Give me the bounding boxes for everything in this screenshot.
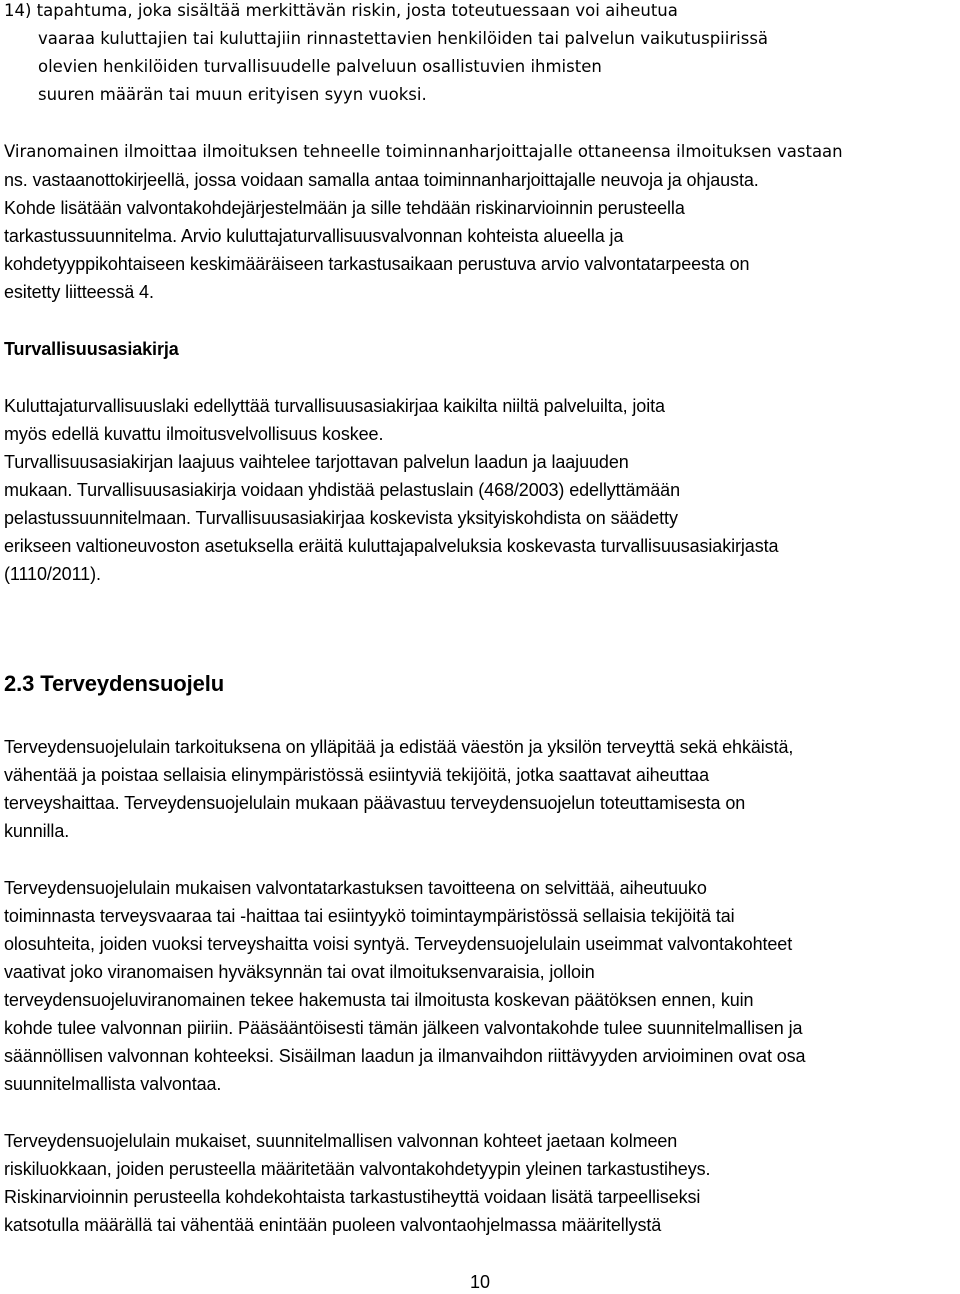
paragraph-1-line-3: Kohde lisätään valvontakohdejärjestelmään ja sille tehdään riskinarvioinnin perusteella	[4, 198, 685, 218]
paragraph-2-line-2: myös edellä kuvattu ilmoitusvelvollisuus koskee.	[4, 424, 384, 444]
list-item-14-line-1: 14) tapahtuma, joka sisältää merkittävän riskin, josta toteutuessaan voi aiheutua	[4, 1, 678, 20]
paragraph-5-line-3: Riskinarvioinnin perusteella kohdekohtaista tarkastustiheyttä voidaan lisätä tarpeelliseksi	[4, 1187, 701, 1207]
paragraph-3-line-2: vähentää ja poistaa sellaisia elinympäristössä esiintyviä tekijöitä, jotka saattavat aiheuttaa	[4, 765, 710, 785]
paragraph-1-line-2: ns. vastaanottokirjeellä, jossa voidaan samalla antaa toiminnanharjoittajalle neuvoja ja ohjausta.	[4, 170, 759, 190]
paragraph-2-line-6: erikseen valtioneuvoston asetuksella eräitä kuluttajapalveluksia koskevasta turvallisuusasiakirjasta	[4, 536, 779, 556]
paragraph-4-line-5: terveydensuojeluviranomainen tekee hakemusta tai ilmoitusta koskevan päätöksen ennen, kuin	[4, 990, 754, 1010]
paragraph-2-line-7: (1110/2011).	[4, 564, 101, 584]
paragraph-4-line-6: kohde tulee valvonnan piiriin. Pääsääntöisesti tämän jälkeen valvontakohde tulee suunnitelmallisen ja	[4, 1018, 803, 1038]
heading-2-3: 2.3 Terveydensuojelu	[4, 671, 225, 696]
heading-turvallisuusasiakirja: Turvallisuusasiakirja	[4, 339, 179, 359]
paragraph-4-line-7: säännöllisen valvonnan kohteeksi. Sisäilman laadun ja ilmanvaihdon riittävyyden arvioiminen ovat osa	[4, 1046, 806, 1066]
page-number: 10	[469, 1272, 491, 1292]
paragraph-2-line-4: mukaan. Turvallisuusasiakirja voidaan yhdistää pelastuslain (468/2003) edellyttämään	[4, 480, 680, 500]
paragraph-5-line-1: Terveydensuojelulain mukaiset, suunnitelmallisen valvonnan kohteet jaetaan kolmeen	[4, 1131, 678, 1151]
paragraph-5-line-2: riskiluokkaan, joiden perusteella määritetään valvontakohdetyypin yleinen tarkastustiheys.	[4, 1159, 711, 1179]
paragraph-3-line-3: terveyshaittaa. Terveydensuojelulain mukaan päävastuu terveydensuojelun toteuttamisesta on	[4, 793, 746, 813]
paragraph-2-line-1: Kuluttajaturvallisuuslaki edellyttää turvallisuusasiakirjaa kaikilta niiltä palveluilta, joita	[4, 396, 665, 416]
list-item-14-line-2: vaaraa kuluttajien tai kuluttajiin rinnastettavien henkilöiden tai palvelun vaikutuspiirissä	[38, 29, 769, 48]
list-item-14-line-4: suuren määrän tai muun erityisen syyn vuoksi.	[38, 85, 427, 104]
list-item-14-line-3: olevien henkilöiden turvallisuudelle palveluun osallistuvien ihmisten	[38, 57, 602, 76]
paragraph-2-line-3: Turvallisuusasiakirjan laajuus vaihtelee tarjottavan palvelun laadun ja laajuuden	[4, 452, 629, 472]
paragraph-4-line-1: Terveydensuojelulain mukaisen valvontatarkastuksen tavoitteena on selvittää, aiheutuuko	[4, 878, 707, 898]
paragraph-4-line-8: suunnitelmallista valvontaa.	[4, 1074, 222, 1094]
paragraph-4-line-2: toiminnasta terveysvaaraa tai -haittaa tai esiintyykö toimintaympäristössä sellaisia tekijöitä tai	[4, 906, 735, 926]
paragraph-5-line-4: katsotulla määrällä tai vähentää enintään puoleen valvontaohjelmassa määritellystä	[4, 1215, 662, 1235]
paragraph-1-line-1: Viranomainen ilmoittaa ilmoituksen tehneelle toiminnanharjoittajalle ottaneensa ilmoituksen vastaan	[4, 142, 843, 161]
paragraph-1-line-5: kohdetyyppikohtaiseen keskimääräiseen tarkastusaikaan perustuva arvio valvontatarpeesta on	[4, 254, 750, 274]
paragraph-3-line-1: Terveydensuojelulain tarkoituksena on ylläpitää ja edistää väestön ja yksilön terveyttä sekä ehkäistä,	[4, 737, 794, 757]
paragraph-2-line-5: pelastussuunnitelmaan. Turvallisuusasiakirjaa koskevista yksityiskohdista on säädetty	[4, 508, 678, 528]
paragraph-1-line-4: tarkastussuunnitelma. Arvio kuluttajaturvallisuusvalvonnan kohteista alueella ja	[4, 226, 624, 246]
paragraph-4-line-3: olosuhteita, joiden vuoksi terveyshaitta voisi syntyä. Terveydensuojelulain useimmat valvontakohteet	[4, 934, 793, 954]
paragraph-1-line-6: esitetty liitteessä 4.	[4, 282, 154, 302]
paragraph-4-line-4: vaativat joko viranomaisen hyväksynnän tai ovat ilmoituksenvaraisia, jolloin	[4, 962, 595, 982]
paragraph-3-line-4: kunnilla.	[4, 821, 70, 841]
